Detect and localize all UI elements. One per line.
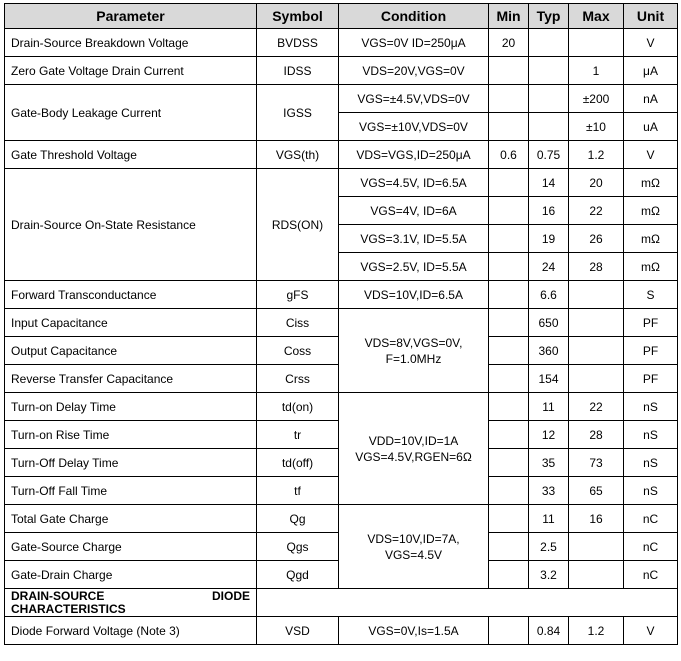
max-cell: 16: [569, 505, 624, 533]
header-min: Min: [489, 4, 529, 29]
symbol-cell: td(off): [257, 449, 339, 477]
parameter-cell: Turn-on Delay Time: [5, 393, 257, 421]
header-max: Max: [569, 4, 624, 29]
min-cell: [489, 253, 529, 281]
min-cell: [489, 505, 529, 533]
min-cell: 0.6: [489, 141, 529, 169]
symbol-cell: Coss: [257, 337, 339, 365]
min-cell: [489, 393, 529, 421]
parameter-cell: Drain-Source Breakdown Voltage: [5, 29, 257, 57]
unit-cell: mΩ: [624, 225, 678, 253]
condition-cell: VGS=±4.5V,VDS=0V: [339, 85, 489, 113]
condition-cell: VGS=0V ID=250μA: [339, 29, 489, 57]
min-cell: [489, 533, 529, 561]
symbol-cell: RDS(ON): [257, 169, 339, 281]
unit-cell: nA: [624, 85, 678, 113]
min-cell: [489, 113, 529, 141]
min-cell: [489, 617, 529, 645]
unit-cell: nS: [624, 421, 678, 449]
min-cell: [489, 477, 529, 505]
max-cell: [569, 309, 624, 337]
condition-line: VGS=4.5V: [384, 547, 443, 562]
unit-cell: S: [624, 281, 678, 309]
parameter-cell: Drain-Source On-State Resistance: [5, 169, 257, 281]
typ-cell: 12: [529, 421, 569, 449]
condition-cell: VGS=4V, ID=6A: [339, 197, 489, 225]
symbol-cell: VGS(th): [257, 141, 339, 169]
max-cell: [569, 365, 624, 393]
min-cell: [489, 197, 529, 225]
typ-cell: 14: [529, 169, 569, 197]
typ-cell: 11: [529, 505, 569, 533]
parameter-cell: Forward Transconductance: [5, 281, 257, 309]
table-row: [5, 85, 678, 113]
typ-cell: 33: [529, 477, 569, 505]
max-cell: 22: [569, 197, 624, 225]
header-typ: Typ: [529, 4, 569, 29]
unit-cell: V: [624, 617, 678, 645]
typ-cell: 24: [529, 253, 569, 281]
symbol-cell: tf: [257, 477, 339, 505]
unit-cell: PF: [624, 365, 678, 393]
max-cell: 22: [569, 393, 624, 421]
symbol-cell: Crss: [257, 365, 339, 393]
symbol-cell: IGSS: [257, 85, 339, 141]
table-row: [5, 57, 678, 85]
symbol-cell: Qgs: [257, 533, 339, 561]
max-cell: [569, 29, 624, 57]
max-cell: 26: [569, 225, 624, 253]
min-cell: [489, 421, 529, 449]
max-cell: ±10: [569, 113, 624, 141]
unit-cell: mΩ: [624, 197, 678, 225]
table-row: [5, 169, 678, 197]
max-cell: [569, 533, 624, 561]
unit-cell: nC: [624, 505, 678, 533]
table-row: [5, 141, 678, 169]
parameter-cell: Output Capacitance: [5, 337, 257, 365]
min-cell: [489, 85, 529, 113]
unit-cell: nC: [624, 533, 678, 561]
parameter-cell: Zero Gate Voltage Drain Current: [5, 57, 257, 85]
typ-cell: [529, 85, 569, 113]
min-cell: [489, 281, 529, 309]
min-cell: [489, 365, 529, 393]
condition-cell: VDS=20V,VGS=0V: [339, 57, 489, 85]
min-cell: [489, 449, 529, 477]
parameter-cell: Gate-Source Charge: [5, 533, 257, 561]
condition-line: VDS=8V,VGS=0V,: [364, 335, 463, 350]
condition-cell: VGS=0V,Is=1.5A: [339, 617, 489, 645]
max-cell: 28: [569, 421, 624, 449]
max-cell: ±200: [569, 85, 624, 113]
typ-cell: 11: [529, 393, 569, 421]
min-cell: [489, 225, 529, 253]
condition-cell: VGS=2.5V, ID=5.5A: [339, 253, 489, 281]
max-cell: [569, 337, 624, 365]
typ-cell: 2.5: [529, 533, 569, 561]
parameter-cell: Diode Forward Voltage (Note 3): [5, 617, 257, 645]
condition-line: VDS=10V,ID=7A,: [367, 531, 460, 546]
unit-cell: PF: [624, 337, 678, 365]
header-parameter: Parameter: [5, 4, 257, 29]
symbol-cell: Qgd: [257, 561, 339, 589]
unit-cell: V: [624, 141, 678, 169]
typ-cell: 19: [529, 225, 569, 253]
condition-cell: [339, 309, 489, 393]
parameter-cell: Gate-Body Leakage Current: [5, 85, 257, 141]
max-cell: 1.2: [569, 141, 624, 169]
condition-cell: VGS=3.1V, ID=5.5A: [339, 225, 489, 253]
parameter-cell: Gate-Drain Charge: [5, 561, 257, 589]
parameter-cell: Turn-Off Fall Time: [5, 477, 257, 505]
max-cell: 1.2: [569, 617, 624, 645]
typ-cell: 0.75: [529, 141, 569, 169]
header-row: [5, 4, 678, 29]
unit-cell: nS: [624, 477, 678, 505]
section-row: [5, 589, 678, 617]
table-row: [5, 617, 678, 645]
symbol-cell: Qg: [257, 505, 339, 533]
min-cell: [489, 57, 529, 85]
unit-cell: μA: [624, 57, 678, 85]
max-cell: [569, 281, 624, 309]
typ-cell: [529, 57, 569, 85]
header-condition: Condition: [339, 4, 489, 29]
unit-cell: V: [624, 29, 678, 57]
symbol-cell: Ciss: [257, 309, 339, 337]
min-cell: [489, 169, 529, 197]
max-cell: 73: [569, 449, 624, 477]
min-cell: [489, 337, 529, 365]
symbol-cell: tr: [257, 421, 339, 449]
typ-cell: 3.2: [529, 561, 569, 589]
symbol-cell: VSD: [257, 617, 339, 645]
condition-cell: [339, 505, 489, 589]
table-row: [5, 309, 678, 337]
header-unit: Unit: [624, 4, 678, 29]
table-row: [5, 505, 678, 533]
condition-cell: VDS=VGS,ID=250μA: [339, 141, 489, 169]
parameter-cell: Reverse Transfer Capacitance: [5, 365, 257, 393]
unit-cell: uA: [624, 113, 678, 141]
symbol-cell: BVDSS: [257, 29, 339, 57]
section-heading-right: DIODE: [211, 588, 250, 603]
typ-cell: 16: [529, 197, 569, 225]
parameter-cell: Total Gate Charge: [5, 505, 257, 533]
unit-cell: PF: [624, 309, 678, 337]
table-row: [5, 29, 678, 57]
section-heading-second: CHARACTERISTICS: [11, 601, 126, 616]
parameter-cell: Input Capacitance: [5, 309, 257, 337]
unit-cell: nS: [624, 393, 678, 421]
symbol-cell: gFS: [257, 281, 339, 309]
typ-cell: 650: [529, 309, 569, 337]
typ-cell: [529, 29, 569, 57]
typ-cell: 0.84: [529, 617, 569, 645]
section-blank: [257, 589, 678, 617]
max-cell: 20: [569, 169, 624, 197]
header-symbol: Symbol: [257, 4, 339, 29]
parameter-cell: Turn-on Rise Time: [5, 421, 257, 449]
condition-cell: VGS=±10V,VDS=0V: [339, 113, 489, 141]
unit-cell: nC: [624, 561, 678, 589]
max-cell: 1: [569, 57, 624, 85]
condition-line: VGS=4.5V,RGEN=6Ω: [355, 449, 472, 464]
typ-cell: 6.6: [529, 281, 569, 309]
typ-cell: 35: [529, 449, 569, 477]
condition-cell: VGS=4.5V, ID=6.5A: [339, 169, 489, 197]
unit-cell: mΩ: [624, 169, 678, 197]
typ-cell: 154: [529, 365, 569, 393]
section-heading: [5, 589, 257, 617]
condition-line: F=1.0MHz: [385, 351, 442, 366]
parameter-cell: Gate Threshold Voltage: [5, 141, 257, 169]
unit-cell: nS: [624, 449, 678, 477]
unit-cell: mΩ: [624, 253, 678, 281]
min-cell: 20: [489, 29, 529, 57]
max-cell: [569, 561, 624, 589]
min-cell: [489, 309, 529, 337]
table-row: [5, 393, 678, 421]
typ-cell: [529, 113, 569, 141]
min-cell: [489, 561, 529, 589]
electrical-characteristics-table: [4, 3, 678, 645]
max-cell: 28: [569, 253, 624, 281]
symbol-cell: IDSS: [257, 57, 339, 85]
typ-cell: 360: [529, 337, 569, 365]
symbol-cell: td(on): [257, 393, 339, 421]
condition-cell: [339, 393, 489, 505]
condition-cell: VDS=10V,ID=6.5A: [339, 281, 489, 309]
condition-line: VDD=10V,ID=1A: [368, 433, 459, 448]
parameter-cell: Turn-Off Delay Time: [5, 449, 257, 477]
section-heading-left: DRAIN-SOURCE: [11, 588, 105, 603]
max-cell: 65: [569, 477, 624, 505]
table-row: [5, 281, 678, 309]
